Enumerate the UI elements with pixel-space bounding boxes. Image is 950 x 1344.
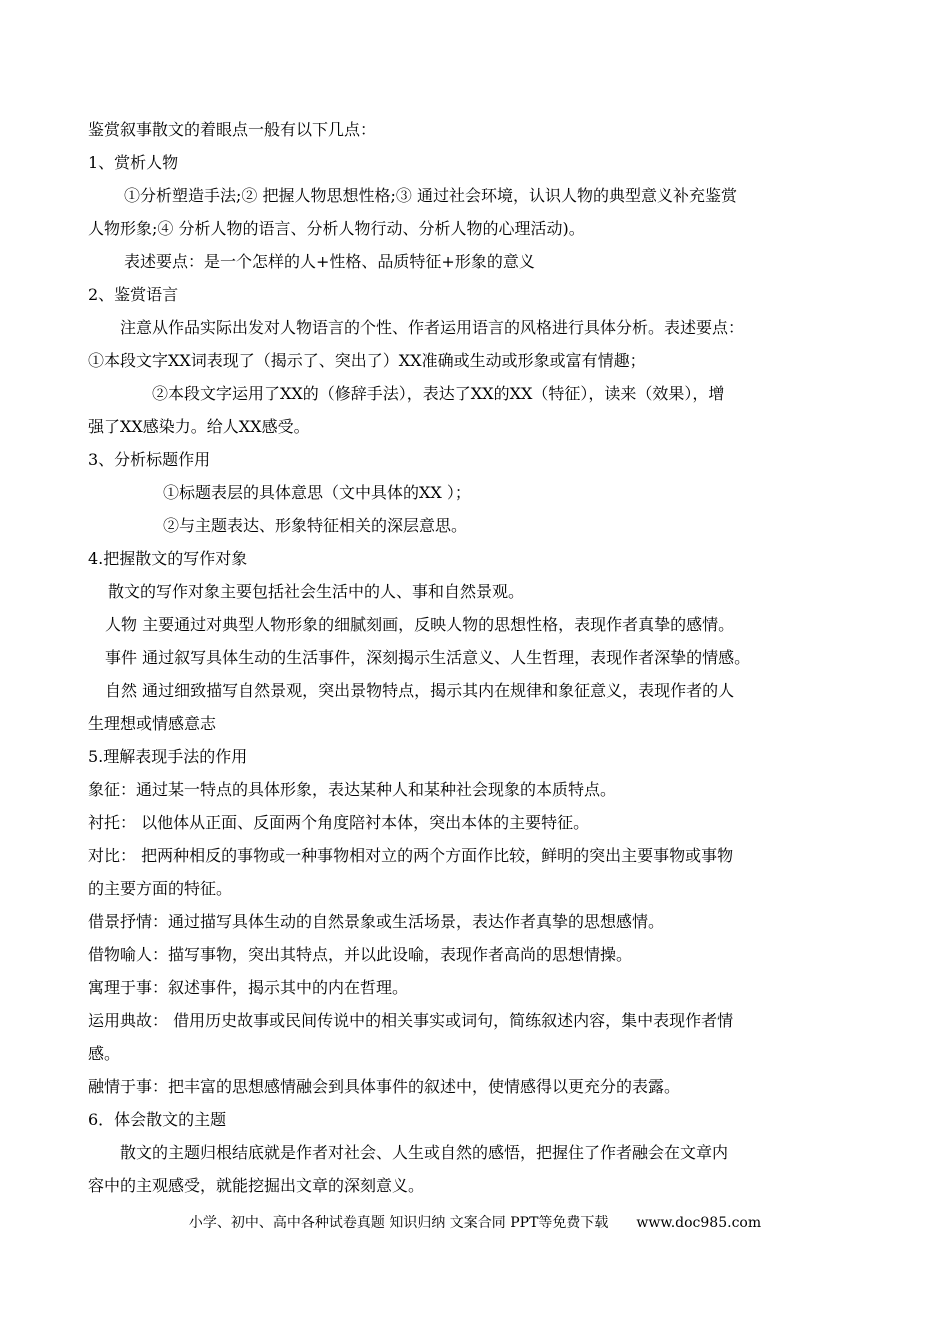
text-line: ②与主题表达、形象特征相关的深层意思。 (163, 516, 468, 535)
text-line: 注意从作品实际出发对人物语言的个性、作者运用语言的风格进行具体分析。表述要点： (120, 318, 745, 337)
document-body (88, 113, 878, 1202)
text-line: 象征：通过某一特点的具体形象，表达某种人和某种社会现象的本质特点。 (88, 780, 617, 799)
footer-text: 小学、初中、高中各种试卷真题 知识归纳 文案合同 PPT等免费下载 (188, 1215, 609, 1231)
text-line: 散文的主题归根结底就是作者对社会、人生或自然的感悟，把握住了作者融会在文章内 (120, 1143, 729, 1162)
text-line: 6．体会散文的主题 (88, 1110, 227, 1129)
footer-website-link[interactable]: www.doc985.com (636, 1215, 762, 1231)
text-line: 3、分析标题作用 (88, 450, 211, 469)
text-line: 寓理于事：叙述事件，揭示其中的内在哲理。 (88, 978, 409, 997)
text-line: 2、鉴赏语言 (88, 285, 179, 304)
text-line: ②本段文字运用了XX的（修辞手法），表达了XX的XX（特征），读来（效果），增 (152, 384, 725, 403)
text-line: 容中的主观感受，就能挖掘出文章的深刻意义。 (88, 1176, 425, 1195)
text-line: 感。 (88, 1044, 121, 1063)
text-line: 运用典故： 借用历史故事或民间传说中的相关事实或词句，简练叙述内容，集中表现作者情 (88, 1011, 734, 1030)
text-line: ①标题表层的具体意思（文中具体的XX ）； (163, 483, 471, 502)
text-line: 事件 通过叙写具体生动的生活事件，深刻揭示生活意义、人生哲理，表现作者深挚的情感。 (105, 648, 751, 667)
text-line: 鉴赏叙事散文的着眼点一般有以下几点： (88, 120, 377, 139)
text-line: 4.把握散文的写作对象 (88, 549, 248, 568)
text-line: 衬托： 以他体从正面、反面两个角度陪衬本体，突出本体的主要特征。 (88, 813, 590, 832)
text-line: 散文的写作对象主要包括社会生活中的人、事和自然景观。 (108, 582, 525, 601)
text-line: 5.理解表现手法的作用 (88, 747, 248, 766)
text-line: 1、赏析人物 (88, 153, 179, 172)
text-line: 借景抒情：通过描写具体生动的自然景象或生活场景，表达作者真挚的思想感情。 (88, 912, 665, 931)
text-line: 表述要点：是一个怎样的人+性格、品质特征+形象的意义 (124, 252, 535, 271)
text-line: ①分析塑造手法;② 把握人物思想性格;③ 通过社会环境，认识人物的典型意义补充鉴赏 (124, 186, 737, 205)
text-line: 强了XX感染力。给人XX感受。 (88, 417, 310, 436)
text-line: 对比： 把两种相反的事物或一种事物相对立的两个方面作比较，鲜明的突出主要事物或事物 (88, 846, 734, 865)
text-line: 人物 主要通过对典型人物形象的细腻刻画，反映人物的思想性格，表现作者真挚的感情。 (105, 615, 735, 634)
text-line: 的主要方面的特征。 (88, 879, 233, 898)
text-line: 借物喻人：描写事物，突出其特点，并以此设喻，表现作者高尚的思想情操。 (88, 945, 633, 964)
text-line: 自然 通过细致描写自然景观，突出景物特点，揭示其内在规律和象征意义，表现作者的人 (105, 681, 735, 700)
page-footer (0, 1212, 950, 1234)
text-line: 融情于事：把丰富的思想感情融会到具体事件的叙述中，使情感得以更充分的表露。 (88, 1077, 681, 1096)
text-line: 生理想或情感意志 (88, 714, 217, 733)
text-line: 人物形象;④ 分析人物的语言、分析人物行动、分析人物的心理活动)。 (88, 219, 585, 238)
text-line: ①本段文字XX词表现了（揭示了、突出了）XX准确或生动或形象或富有情趣； (88, 351, 646, 370)
